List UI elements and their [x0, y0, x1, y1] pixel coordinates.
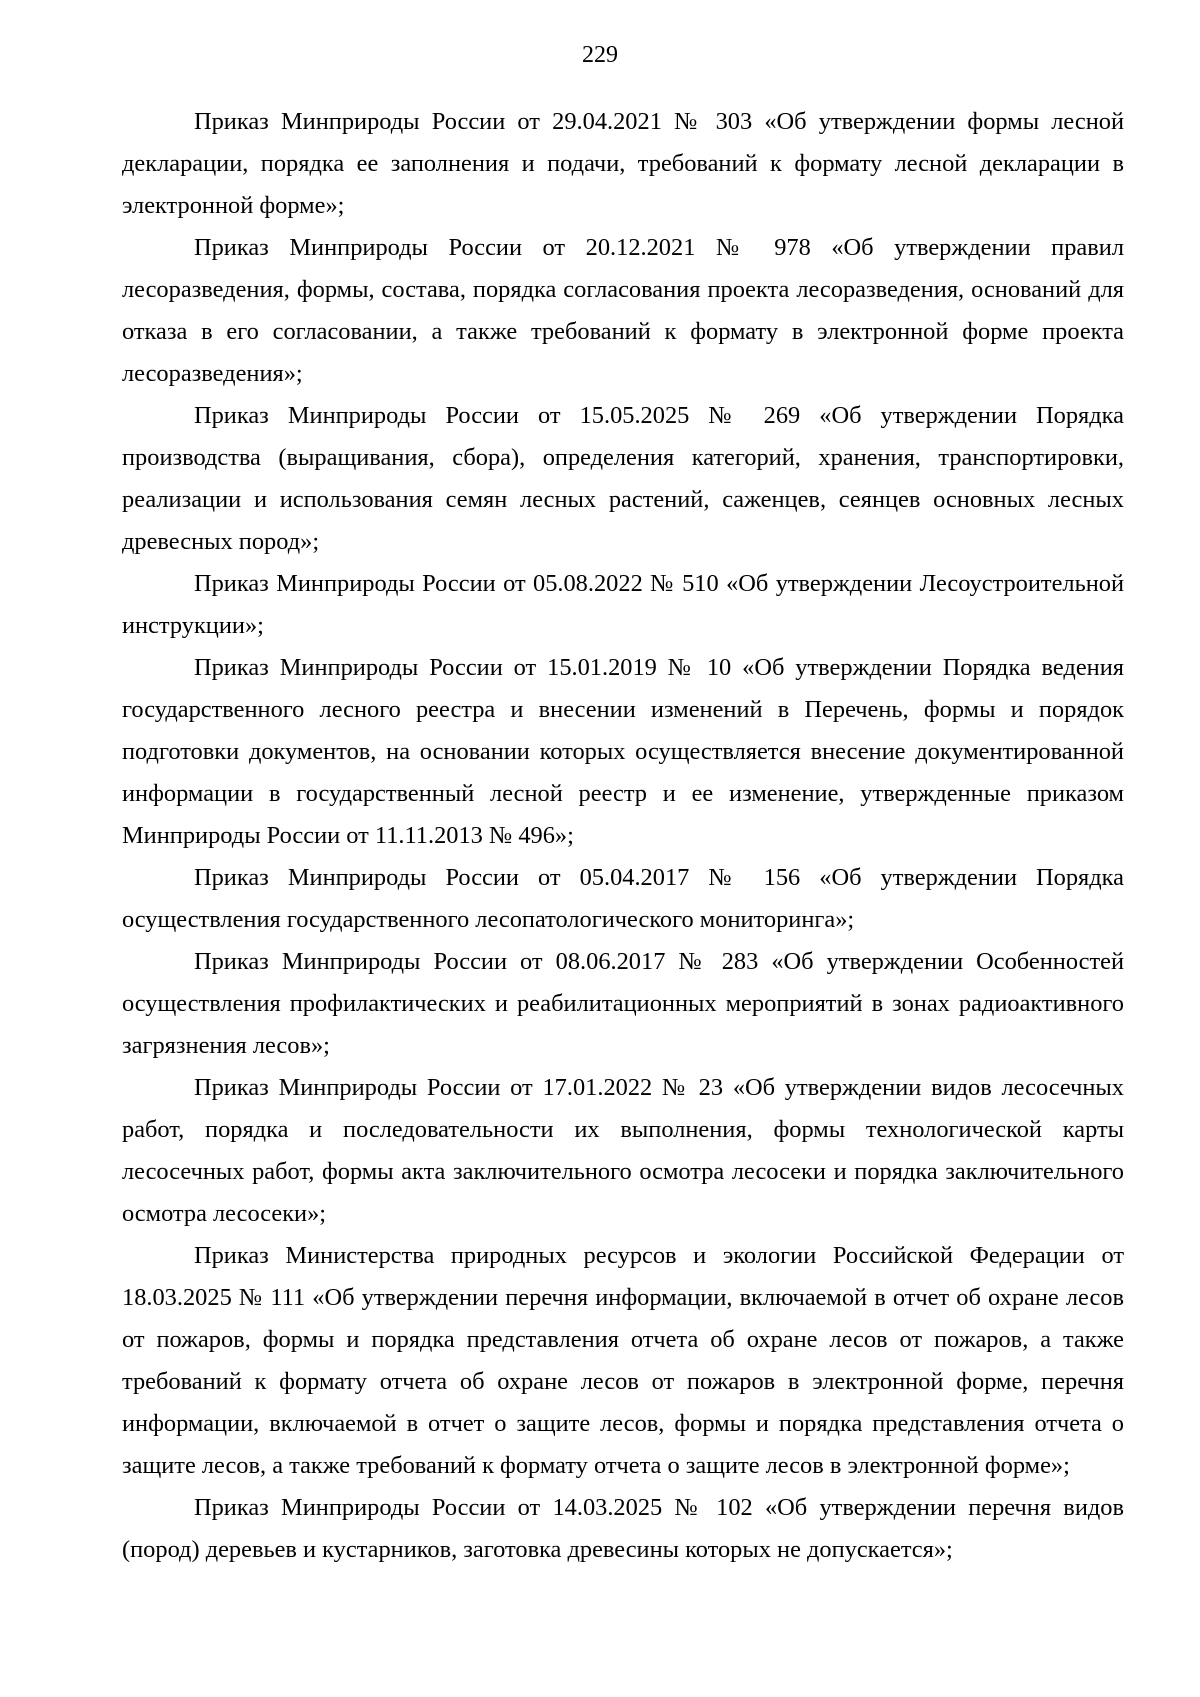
paragraph-order-978: Приказ Минприроды России от 20.12.2021 № 978 «Об утверждении правил лесоразведения, формы, состава, порядка согласования проекта лесоразведения, оснований для отказа в его согласовании, а также требований к формату в электронной форме проекта лесоразведения»;: [122, 234, 1124, 387]
document-body: [122, 101, 1124, 1571]
paragraph-order-23: Приказ Минприроды России от 17.01.2022 № 23 «Об утверждении видов лесосечных работ, порядка и последовательности их выполнения, формы технологической карты лесосечных работ, формы акта заключительного осмотра лесосеки и порядка заключительного осмотра лесосеки»;: [122, 1074, 1124, 1227]
paragraph-order-156: Приказ Минприроды России от 05.04.2017 № 156 «Об утверждении Порядка осуществления государственного лесопатологического мониторинга»;: [122, 864, 1124, 933]
paragraph-order-111: Приказ Министерства природных ресурсов и экологии Российской Федерации от 18.03.2025 № 111 «Об утверждении перечня информации, включаемой в отчет об охране лесов от пожаров, формы и порядка представления отчета об охране лесов от пожаров, а также требований к формату отчета об охране лесов от пожаров в электронной форме, перечня информации, включаемой в отчет о защите лесов, формы и порядка представления отчета о защите лесов, а также требований к формату отчета о защите лесов в электронной форме»;: [122, 1242, 1124, 1479]
paragraph-order-510: Приказ Минприроды России от 05.08.2022 № 510 «Об утверждении Лесоустроительной инструкции»;: [122, 570, 1124, 639]
paragraph-order-10: Приказ Минприроды России от 15.01.2019 № 10 «Об утверждении Порядка ведения государственного лесного реестра и внесении изменений в Перечень, формы и порядок подготовки документов, на основании которых осуществляется внесение документированной информации в государственный лесной реестр и ее изменение, утвержденные приказом Минприроды России от 11.11.2013 № 496»;: [122, 654, 1124, 849]
paragraph-order-102: Приказ Минприроды России от 14.03.2025 № 102 «Об утверждении перечня видов (пород) деревьев и кустарников, заготовка древесины которых не допускается»;: [122, 1494, 1124, 1563]
paragraph-order-283: Приказ Минприроды России от 08.06.2017 № 283 «Об утверждении Особенностей осуществления профилактических и реабилитационных мероприятий в зонах радиоактивного загрязнения лесов»;: [122, 948, 1124, 1059]
paragraph-order-269: Приказ Минприроды России от 15.05.2025 № 269 «Об утверждении Порядка производства (выращивания, сбора), определения категорий, хранения, транспортировки, реализации и использования семян лесных растений, саженцев, сеянцев основных лесных древесных пород»;: [122, 402, 1124, 555]
paragraph-order-303: Приказ Минприроды России от 29.04.2021 № 303 «Об утверждении формы лесной декларации, порядка ее заполнения и подачи, требований к формату лесной декларации в электронной форме»;: [122, 108, 1124, 219]
page-number: 229: [582, 42, 618, 68]
